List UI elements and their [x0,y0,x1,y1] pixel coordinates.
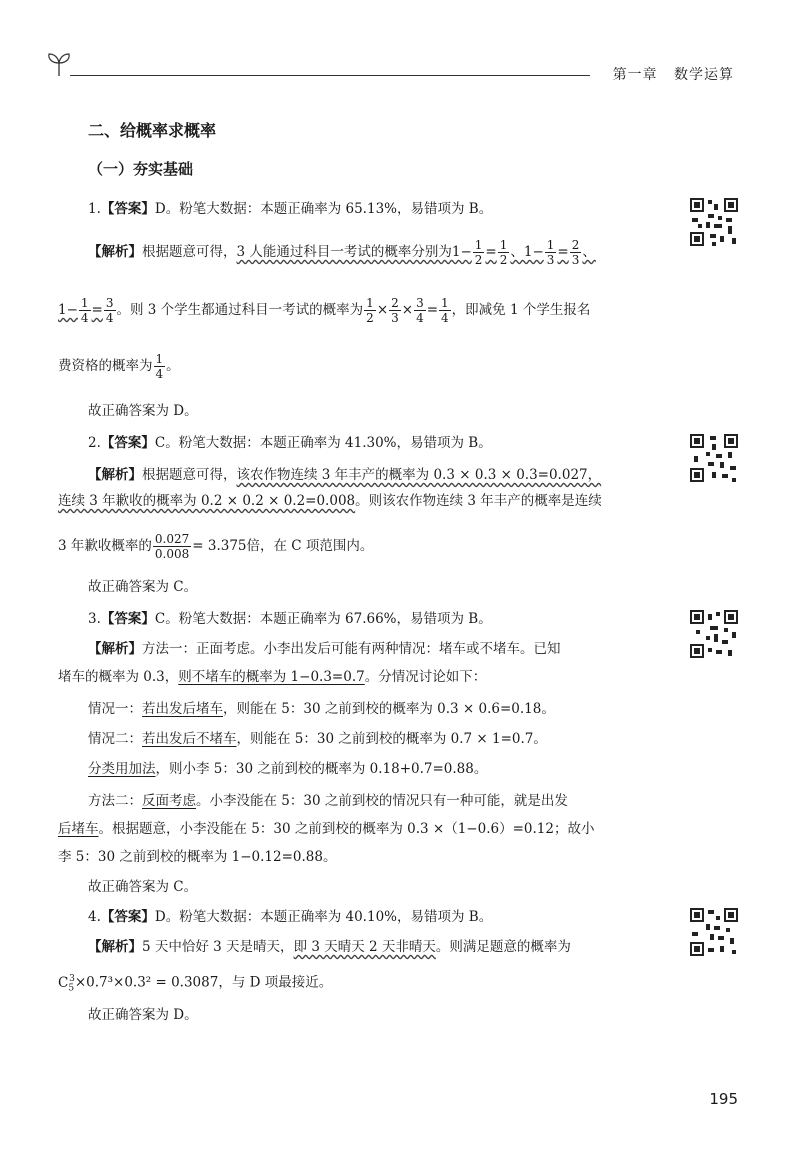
q1-analysis-line1 [88,238,708,267]
text: 。则该农作物连续 3 年丰产的概率是连续 [355,493,602,509]
text: 、1− [510,244,544,260]
text: 5 天中恰好 3 天是晴天， [142,939,294,955]
q2-analysis-line2 [58,490,678,512]
q2-number: 2. [88,435,101,451]
sprout-icon [44,46,74,78]
numerator: 1 [546,238,555,252]
wavy-highlight: 连续 3 年歉收的概率为 0.2 × 0.2 × 0.2=0.008 [58,493,356,509]
underlined-text: 若出发后不堵车 [142,731,237,747]
underlined-text: 后堵车 [58,821,99,837]
subsection-heading: （一）夯实基础 [88,160,194,178]
fraction [154,352,166,381]
q2-answer [88,432,708,454]
denominator: 4 [80,311,89,325]
numerator: 1 [474,238,483,252]
fraction [364,296,376,325]
wavy-highlight: 该农作物连续 3 年丰产的概率为 0.3 × 0.3 × 0.3=0.027， [236,467,602,483]
denominator: 2 [474,253,483,267]
q3-answer-text: C。粉笔大数据：本题正确率为 67.66%，易错项为 B。 [154,611,492,627]
numerator: 1 [155,352,164,366]
text: 3 人能通过科目一考试的概率分别为1− [236,244,472,260]
q1-analysis-line3 [58,352,678,381]
text: = [485,244,497,260]
text: 根据题意可得， [142,467,237,483]
q2-analysis-line3 [58,532,678,561]
denominator: 2 [499,253,508,267]
numerator: 1 [366,296,374,310]
text: 。根据题意，小李没能在 5：30 之前到校的概率为 0.3 ×（1−0.6）=0.12；故小 [98,821,595,837]
q3-answer [88,608,708,630]
text: × [401,302,414,318]
q1-number: 1. [88,201,101,217]
q4-analysis-line1 [88,936,708,958]
numerator: 1 [441,296,449,310]
text: 方法一：正面考虑。小李出发后可能有两种情况：堵车或不堵车。已知 [142,641,561,657]
numerator: 3 [105,296,114,310]
q3-number: 3. [88,611,101,627]
fraction [570,238,582,267]
q4-number: 4. [88,909,101,925]
text: 、 [582,244,596,260]
underlined-text: 反面考虑 [142,793,196,809]
numerator: 3 [416,296,424,310]
chapter-title: 数学运算 [674,67,734,83]
text: 情况二： [88,731,142,747]
numerator: 1 [499,238,508,252]
q1-answer [88,198,708,220]
answer-tag: 【答案】 [100,909,155,925]
q3-method2-line3: 李 5：30 之前到校的概率为 1−0.12=0.88。 [58,849,337,865]
wavy-highlight: 即 3 天晴天 2 天非晴天 [293,939,436,955]
denominator: 3 [571,253,580,267]
text: = [557,244,569,260]
page-number: 195 [709,1090,738,1108]
denominator: 4 [441,311,449,325]
text: 。则满足题意的概率为 [435,939,571,955]
q4-answer [88,906,708,928]
fraction [498,238,510,267]
analysis-tag: 【解析】 [88,244,142,260]
q3-method2-line1 [88,790,708,812]
text: 根据题意可得， [142,244,237,260]
combination-symbol: $C_5^3$ [58,974,75,994]
denominator: 4 [105,311,114,325]
chapter-header [613,64,734,84]
numerator: 1 [80,296,89,310]
answer-tag: 【答案】 [100,611,155,627]
q2-conclusion: 故正确答案为 C。 [88,579,198,595]
text: = 3.375倍，在 C 项范围内。 [192,538,374,554]
numerator: 2 [571,238,580,252]
analysis-tag: 【解析】 [88,467,142,483]
text: 3 年歉收概率的 [58,538,152,554]
q4-answer-text: D。粉笔大数据：本题正确率为 40.10%，易错项为 B。 [154,909,493,925]
numerator: 2 [391,296,399,310]
text: 1− [58,302,78,318]
chapter-number: 第一章 [612,67,658,83]
q2-answer-text: C。粉笔大数据：本题正确率为 41.30%，易错项为 B。 [154,435,492,451]
text: ×0.7³×0.3² = 0.3087，与 D 项最接近。 [74,974,333,991]
text: × [376,302,389,318]
q3-conclusion: 故正确答案为 C。 [88,879,198,895]
fraction [439,296,451,325]
wavy-highlight [236,238,596,267]
text: ，即减免 1 个学生报名 [451,302,591,318]
text: 。分情况讨论如下： [364,669,487,685]
fraction [153,532,191,561]
text: 堵车的概率为 0.3， [58,669,179,685]
wavy-highlight [58,296,117,325]
fraction [79,296,91,325]
q3-method2-line2 [58,818,678,840]
q1-answer-text: D。粉笔大数据：本题正确率为 65.13%，易错项为 B。 [154,201,493,217]
q3-analysis-line2 [58,666,678,688]
section-heading: 二、给概率求概率 [88,121,217,140]
q1-conclusion: 故正确答案为 D。 [88,403,198,419]
fraction [414,296,426,325]
q1-analysis-line2 [58,296,678,325]
fraction [104,296,116,325]
analysis-tag: 【解析】 [88,641,142,657]
text: ，则能在 5：30 之前到校的概率为 0.3 × 0.6=0.18。 [223,701,555,717]
text: 情况一： [88,701,142,717]
denominator: 2 [366,311,374,325]
fraction [389,296,401,325]
denominator: 0.008 [154,547,190,561]
denominator: 4 [416,311,424,325]
text: 方法二： [88,793,142,809]
answer-tag: 【答案】 [100,201,155,217]
denominator: 3 [391,311,399,325]
q3-case1 [88,698,708,720]
text: 。则 3 个学生都通过科目一考试的概率为 [116,302,364,318]
answer-tag: 【答案】 [100,435,155,451]
q3-case-sum [88,758,708,780]
analysis-tag: 【解析】 [88,939,142,955]
text: ，则能在 5：30 之前到校的概率为 0.7 × 1=0.7。 [236,731,547,747]
text: = [91,302,103,318]
denominator: 4 [155,367,164,381]
text: ，则小李 5：30 之前到校的概率为 0.18+0.7=0.88。 [155,761,488,777]
q3-case2 [88,728,708,750]
q4-analysis-line2 [58,968,678,999]
text: 。 [166,358,180,374]
q4-conclusion: 故正确答案为 D。 [88,1007,198,1023]
numerator: 0.027 [154,532,190,546]
fraction [473,238,485,267]
underlined-text: 若出发后堵车 [142,701,223,717]
q2-analysis-line1 [88,464,708,486]
text: = [426,302,439,318]
header-rule [70,75,590,76]
denominator: 3 [546,253,555,267]
text: 。小李没能在 5：30 之前到校的情况只有一种可能，就是出发 [196,793,568,809]
underlined-text: 分类用加法 [88,761,156,777]
q3-analysis-line1 [88,638,708,660]
underlined-text: 则不堵车的概率为 1−0.3=0.7 [178,669,365,685]
fraction [545,238,557,267]
text: 费资格的概率为 [58,358,153,374]
